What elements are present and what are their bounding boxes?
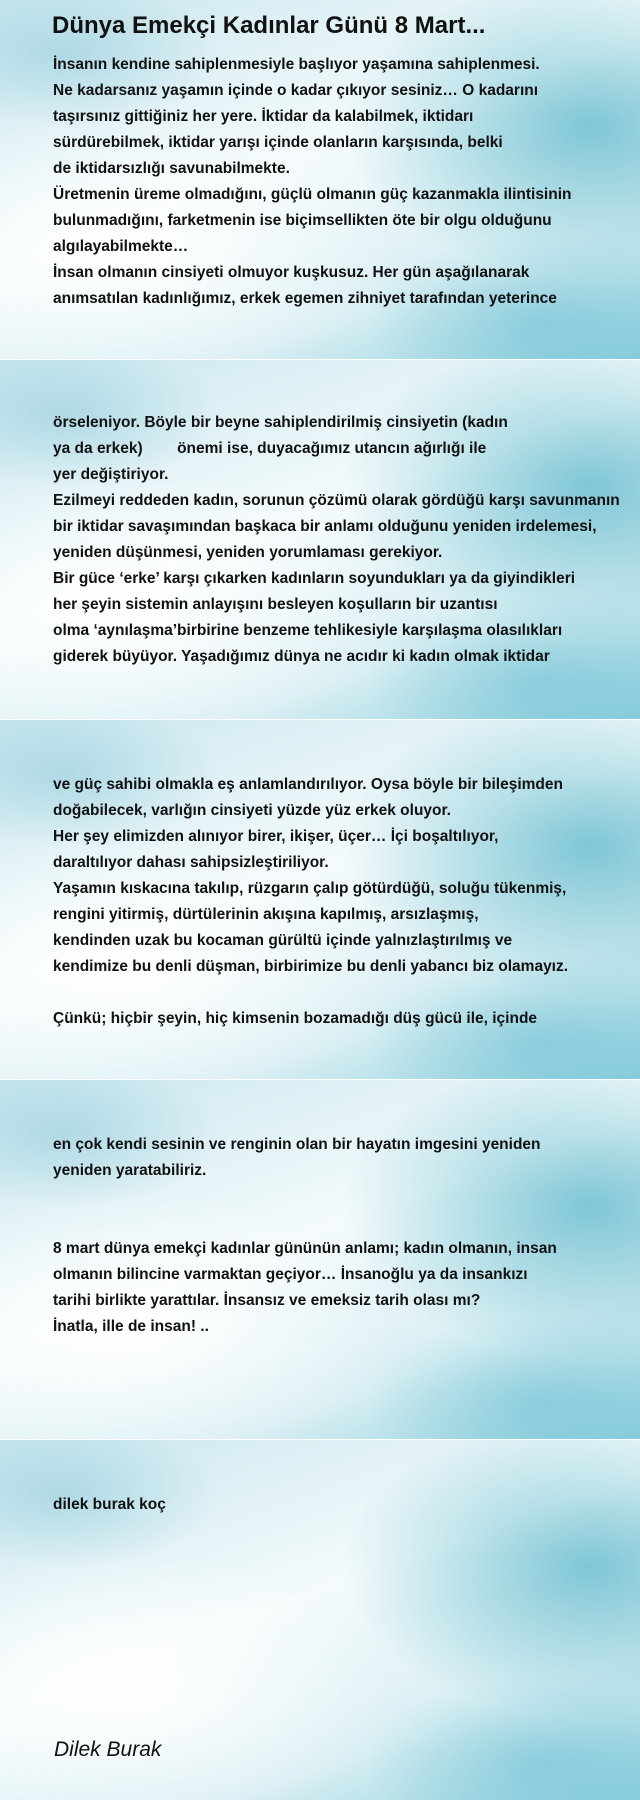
poem-line: taşırsınız gittiğiniz her yere. İktidar da kalabilmek, iktidarı	[53, 108, 474, 125]
poem-line: ya da erkek) önemi ise, duyacağımız utancın ağırlığı ile	[53, 440, 487, 457]
poem-line: kendinden uzak bu kocaman gürültü içinde yalnızlaştırılmış ve	[53, 932, 513, 949]
stanza-gap	[53, 1184, 640, 1210]
poem-line: algılayabilmekte…	[53, 238, 189, 255]
poem-line: örseleniyor. Böyle bir beyne sahiplendirilmiş cinsiyetin (kadın	[53, 414, 508, 431]
poem-line: daraltılıyor dahası sahipsizleştiriliyor.	[53, 854, 329, 871]
poem-line: kendimize bu denli düşman, birbirimize bu denli yabancı biz olamayız.	[53, 958, 569, 975]
poem-panel-2	[0, 360, 640, 719]
poem-line: 8 mart dünya emekçi kadınlar gününün anlamı; kadın olmanın, insan	[53, 1240, 557, 1257]
poem-panel-4	[0, 1080, 640, 1439]
poem-line: yer değiştiriyor.	[53, 466, 169, 483]
poem-line: bir iktidar savaşımından başkaca bir anlamı olduğunu yeniden irdelemesi,	[53, 518, 597, 535]
stanza-gap	[53, 1210, 640, 1236]
poem-line: doğabilecek, varlığın cinsiyeti yüzde yüz erkek oluyor.	[53, 802, 451, 819]
poem-text-block	[53, 1492, 640, 1518]
poem-line: yeniden yaratabiliriz.	[53, 1162, 207, 1179]
poem-line: Yaşamın kıskacına takılıp, rüzgarın çalıp götürdüğü, soluğu tükenmiş,	[53, 880, 567, 897]
poem-author-line: dilek burak koç	[53, 1496, 166, 1513]
poem-panel-3	[0, 720, 640, 1079]
poem-line: Çünkü; hiçbir şeyin, hiç kimsenin bozamadığı düş gücü ile, içinde	[53, 1010, 538, 1027]
poem-line: her şeyin sistemin anlayışını besleyen koşulların bir uzantısı	[53, 596, 498, 613]
poem-line: bulunmadığını, farketmenin ise biçimsellikten öte bir olgu olduğunu	[53, 212, 552, 229]
poem-panel-1	[0, 0, 640, 359]
poem-line: ve güç sahibi olmakla eş anlamlandırılıyor. Oysa böyle bir bileşimden	[53, 776, 563, 793]
poem-line: Her şey elimizden alınıyor birer, ikişer, üçer… İçi boşaltılıyor,	[53, 828, 499, 845]
author-signature: Dilek Burak	[54, 1738, 162, 1761]
poem-line: Bir güce ‘erke’ karşı çıkarken kadınların soyundukları ya da giyindikleri	[53, 570, 576, 587]
poem-text-block	[53, 410, 640, 670]
poem-line: giderek büyüyor. Yaşadığımız dünya ne acıdır ki kadın olmak iktidar	[53, 648, 550, 665]
poem-line: en çok kendi sesinin ve renginin olan bir hayatın imgesini yeniden	[53, 1136, 541, 1153]
poem-line: Ezilmeyi reddeden kadın, sorunun çözümü olarak gördüğü karşı savunmanın	[53, 492, 620, 509]
poem-line: tarihi birlikte yarattılar. İnsansız ve emeksiz tarih olası mı?	[53, 1292, 481, 1309]
poem-line: sürdürebilmek, iktidar yarışı içinde olanların karşısında, belki	[53, 134, 503, 151]
poem-line: yeniden düşünmesi, yeniden yorumlaması gerekiyor.	[53, 544, 443, 561]
poem-line: olmanın bilincine varmaktan geçiyor… İnsanoğlu ya da insankızı	[53, 1266, 528, 1283]
poem-line: Üretmenin üreme olmadığını, güçlü olmanın güç kazanmakla ilintisinin	[53, 186, 572, 203]
poem-line: İnsan olmanın cinsiyeti olmuyor kuşkusuz. Her gün aşağılanarak	[53, 264, 530, 281]
poem-text-block	[53, 772, 640, 1032]
poem-line: olma ‘aynılaşma’birbirine benzeme tehlikesiyle karşılaşma olasılıkları	[53, 622, 563, 639]
poem-text-block	[53, 52, 640, 312]
poem-line: Ne kadarsanız yaşamın içinde o kadar çıkıyor sesiniz… O kadarını	[53, 82, 539, 99]
poem-line: İnsanın kendine sahiplenmesiyle başlıyor yaşamına sahiplenmesi.	[53, 56, 540, 73]
poem-line: anımsatılan kadınlığımız, erkek egemen zihniyet tarafından yeterince	[53, 290, 557, 307]
poem-panel-5	[0, 1440, 640, 1800]
poem-line: İnatla, ille de insan! ..	[53, 1318, 209, 1335]
poem-text-block	[53, 1132, 640, 1340]
poem-title: Dünya Emekçi Kadınlar Günü 8 Mart...	[52, 12, 486, 39]
poem-line: de iktidarsızlığı savunabilmekte.	[53, 160, 290, 177]
poem-line: rengini yitirmiş, dürtülerinin akışına kapılmış, arsızlaşmış,	[53, 906, 479, 923]
stanza-gap	[53, 980, 640, 1006]
